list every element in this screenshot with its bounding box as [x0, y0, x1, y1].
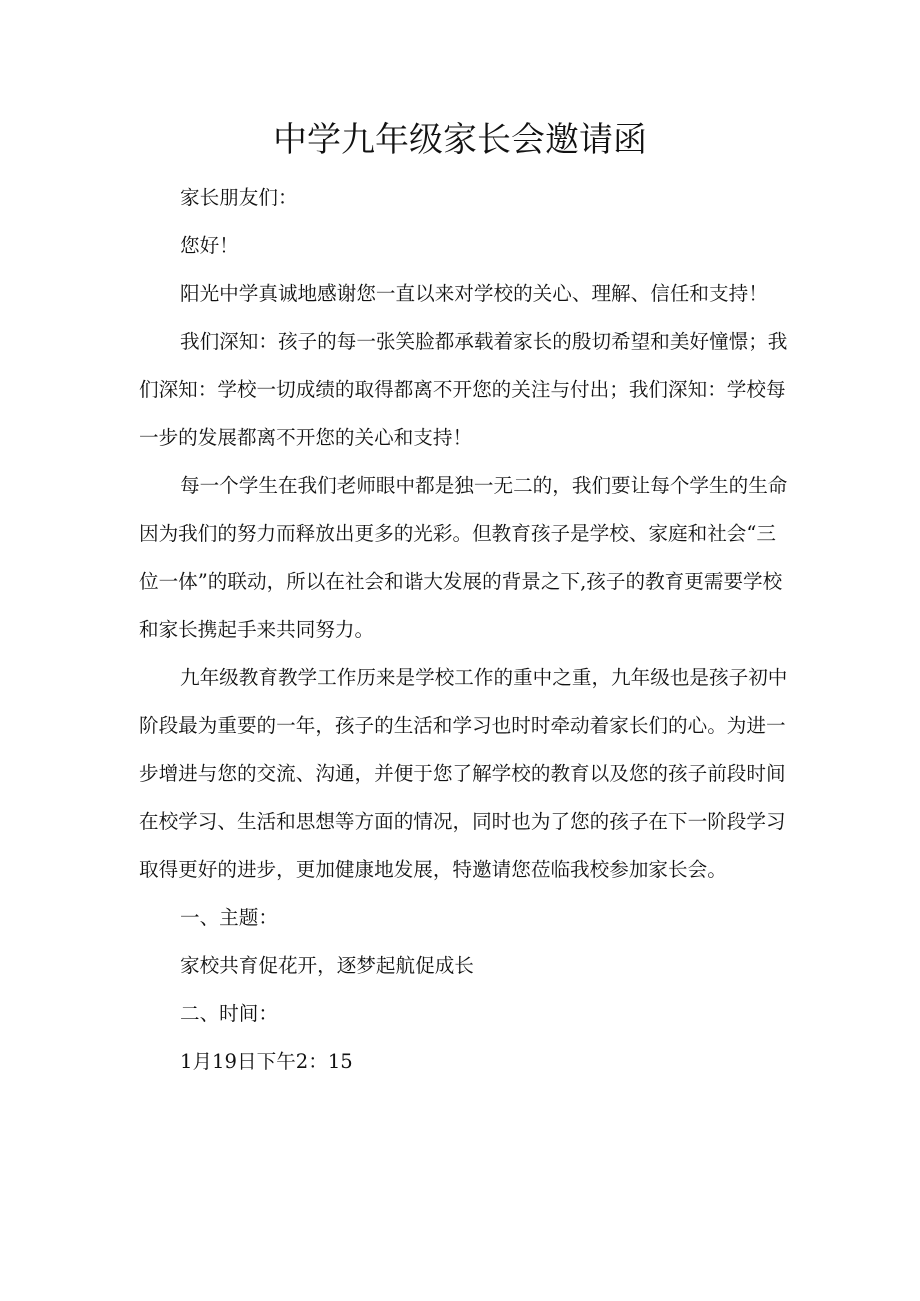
hello: 您好！	[180, 234, 239, 257]
paragraph-thanks: 阳光中学真诚地感谢您一直以来对学校的关心、理解、信任和支持！	[180, 282, 768, 305]
paragraph-unique-student: 每一个学生在我们老师眼中都是独一无二的，我们要让每个学生的生命因为我们的努力而释放出更多的光彩。但教育孩子是学校、家庭和社会“三位一体”的联动，所以在社会和谐大发展的背景之下,孩子的教育更需要学校和家长携起手来共同努力。	[139, 474, 788, 641]
paragraph-we-know: 我们深知：孩子的每一张笑脸都承载着家长的殷切希望和美好憧憬；我们深知：学校一切成绩的取得都离不开您的关注与付出；我们深知：学校每一步的发展都离不开您的关心和支持！	[139, 330, 788, 449]
paragraph-grade-nine: 九年级教育教学工作历来是学校工作的重中之重，九年级也是孩子初中阶段最为重要的一年，孩子的生活和学习也时时牵动着家长们的心。为进一步增进与您的交流、沟通，并便于您了解学校的教育以及您的孩子前段时间在校学习、生活和思想等方面的情况，同时也为了您的孩子在下一阶段学习取得更好的进步，更加健康地发展，特邀请您莅临我校参加家长会。	[139, 666, 788, 881]
section-time-content: 1月19日下午2：15	[180, 1050, 353, 1073]
section-time-heading: 二、时间：	[180, 1002, 278, 1025]
section-theme-content: 家校共育促花开，逐梦起航促成长	[180, 954, 474, 977]
section-theme-heading: 一、主题：	[180, 906, 278, 929]
greeting: 家长朋友们：	[180, 186, 298, 209]
document-body	[139, 174, 789, 1086]
document-title: 中学九年级家长会邀请函	[273, 120, 647, 160]
